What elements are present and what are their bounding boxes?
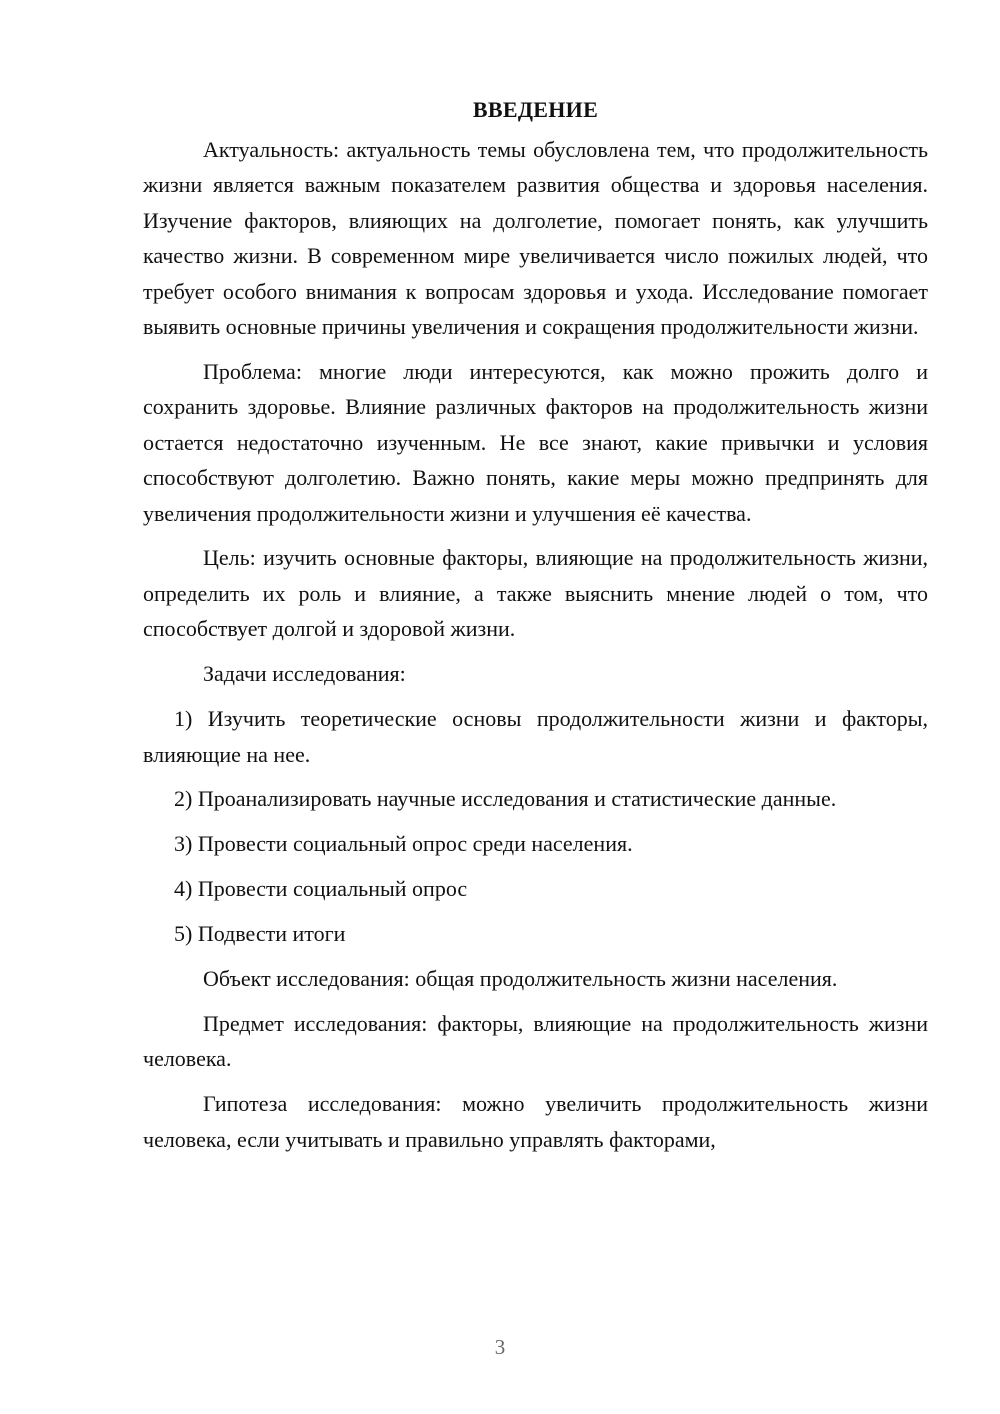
task-item: 4) Провести социальный опрос (174, 876, 468, 902)
task-item: 3) Провести социальный опрос среди населения. (174, 831, 633, 857)
document-page (143, 93, 928, 1167)
problem-paragraph: Проблема: многие люди интересуются, как можно прожить долго и сохранить здоровье. Влияние различных факторов на продолжительность жизни остается недостаточно изученным. Не все знают, какие привычки и условия способствуют долголетию. Важно понять, какие меры можно предпринять для увеличения продолжительности жизни и улучшения её качества. (143, 358, 928, 526)
relevance-paragraph: Актуальность: актуальность темы обусловлена тем, что продолжительность жизни является важным показателем развития общества и здоровья населения. Изучение факторов, влияющих на долголетие, помогает понять, как улучшить качество жизни. В современном мире увеличивается число пожилых людей, что требует особого внимания к вопросам здоровья и ухода. Исследование помогает выявить основные причины увеличения и сокращения продолжительности жизни. (143, 137, 928, 340)
goal-paragraph: Цель: изучить основные факторы, влияющие на продолжительность жизни, определить их роль и влияние, а также выяснить мнение людей о том, что способствует долгой и здоровой жизни. (143, 545, 928, 642)
subject-paragraph: Предмет исследования: факторы, влияющие на продолжительность жизни человека. (143, 1010, 928, 1072)
page-number: 3 (494, 1335, 506, 1359)
object-paragraph: Объект исследования: общая продолжительность жизни населения. (203, 966, 838, 992)
hypothesis-paragraph: Гипотеза исследования: можно увеличить продолжительность жизни человека, если учитывать и правильно управлять факторами, (143, 1091, 928, 1152)
task-item: 1) Изучить теоретические основы продолжительности жизни и факторы, влияющие на нее. (143, 706, 928, 767)
tasks-heading: Задачи исследования: (203, 661, 406, 687)
section-title: ВВЕДЕНИЕ (472, 97, 599, 122)
task-item: 5) Подвести итоги (174, 921, 346, 947)
task-item: 2) Проанализировать научные исследования и статистические данные. (174, 786, 837, 812)
